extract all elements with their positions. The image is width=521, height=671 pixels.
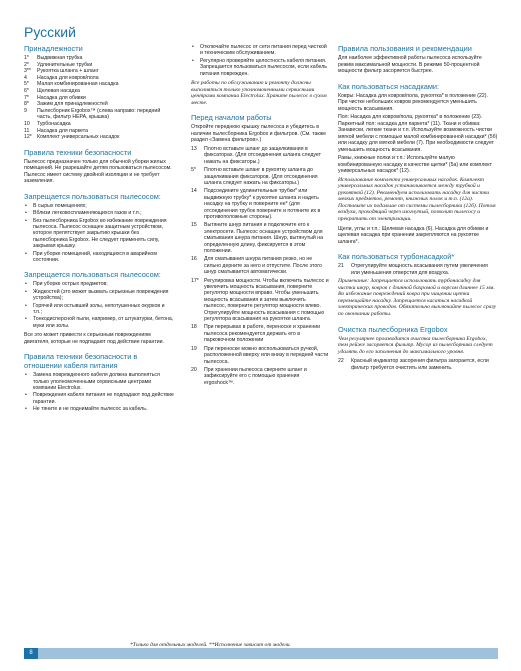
forbidden-where-list [24,203,174,264]
gaps-text: Щели, углы и т.п.: Щелевая насадка (6). Насадка для обивки и щелевая насадка при хранении закрепляются на рукоятке шланга*. [338,225,489,245]
list-item: 18 При перерывах в работе, переноске и хранении пылесоса рекомендуется держать его в парковочном положении [191,324,321,344]
list-item: 20 При хранении пылесоса сверните шланг и зафиксируйте его с помощью хранения ergoshock™. [191,366,307,386]
list-item: 14 Подсоедините удлинительные трубки* или выдвижную трубку* к рукоятке шланга и надеть насадку на трубку и поверните ее* (для отсоединения трубок поверните и потяните их в противоположные стороны). [191,188,321,220]
list-item: 19 При переноске можно воспользоваться ручкой, расположенной вверху или внизу в передней части пылесоса. [191,345,329,365]
list-item: 5* Малая комбинированная насадка [24,81,119,88]
list-item: 9 Пылесборник Ergobox™ (слева направо: передний часть, фильтр HEPA, крышка) [24,107,161,121]
column-2 [191,44,329,388]
list-item: • Без пылесборника Ergobox во избежание повреждения пылесоса. Пылесос оснащен защитным устройством, которое препятствует закрытию крышки без пылесборника Ergobox. Не следует применять силу, закрывая крышку. [24,218,174,250]
column-3 [338,44,498,373]
list-item: • Отключайте пылесос от сети питания перед чисткой и техническим обслуживанием. [191,44,329,57]
recommended-carpets: Ковры: Насадка для ковров/пола, рукоятка* в положение (22). При чистке небольших ковров рекомендуется уменьшить мощность всасывания. [338,92,488,112]
list-item: 16 Для сматывания шнура питания резко, но не сильно дерните за него и отпустите. После этого шнур сматывается автоматически. [191,256,322,276]
list-item: • При уборке помещений, находящихся в аварийном состоянии. [24,251,174,264]
page-footer-bar [24,648,498,659]
forbidden-what-list [24,281,174,329]
page-number: 8 [24,648,38,659]
list-item: 10 Турбонасадка [24,120,71,127]
list-item: • При уборке острых предметов; [24,281,174,287]
list-item: 21 Отрегулируйте мощность всасывания путем увеличения или уменьшения отверстия для воздуха. [338,263,488,276]
cleaning-intro: Чем регулярнее производится очистка пылесборника Ergobox, тем рейже засоряется фильтр. Мусор из пылесборника следует удалять до его заполнения до максимального уровня. [338,335,493,355]
cable-safety-list-a [24,372,174,412]
footnote: *Только для отдельных моделей. **Исполнение зависит от модели. [130,642,291,648]
list-item: 8* Зажим для принадлежностей [24,101,108,108]
turbo-note: Примечание: Запрещается использовать турбонасадку для чистки шкур, ковров с длинной бахромой и ворсом длиннее 15 мм. Во избежание повреждений ковра при чищении щетки перемещайте насадку. Запрещается касаться насадкой электрических проводов. Обязательно выключайте пылесос сразу по окончании работы. [338,277,497,317]
list-item: • Вблизи легковоспламеняющихся газов и т.п.; [24,210,174,216]
list-item: • В сырых помещениях; [24,203,174,209]
accessories-list [24,55,174,141]
cable-safety-heading: Правила техники безопасности в отношении кабеля питания [24,352,138,371]
service-note: Все работы по обслуживанию и ремонту должны выполняться только уполномоченными сервисными центрами компании Electrolux. Храните пылесос в сухом месте. [191,80,327,106]
list-item: 7* Насадка для обивки [24,94,86,101]
list-item: • Регулярно проверяйте целостность кабеля питания. Запрещается пользоваться пылесосом, если кабель питания поврежден. [191,58,329,77]
list-item: • Повреждения кабеля питания не подпадают под действие гарантии. [24,392,174,405]
list-item: • Не тяните и не поднимайте пылесос за кабель. [24,406,174,412]
list-item: 5* Плотно вставьте шланг в рукоятку шланга до защелкивания фиксаторов. (Для отсоединения шланга следует нажать на фиксаторы.) [191,167,318,186]
list-item: 17* Регулировка мощности. Чтобы включить пылесос и увеличить мощность всасывания, поверните регулятор мощности вправо. Чтобы уменьшить мощность всасывания и затем выключить пылесос, поверните регулятор мощности влево. Отрегулируйте мощность всасывания с помощью регулятора всасывания на рукоятке шланга. [191,277,329,323]
list-item: • Жидкостей (это может вызвать серьезные повреждения устройства); [24,289,174,302]
list-item: 1* Выдвижная трубка [24,55,83,61]
warranty-note: Все это может привести к серьезным повреждениям двигателя, которые не подпадают под действие гарантии. [24,332,164,345]
list-item: 4 Насадка для ковров/пола [24,74,99,81]
usage-heading: Правила пользования и рекомендации [338,44,472,53]
list-item: 15 Вытяните шнур питания и подключите его к электросети. Пылесос оснащен устройством для сматывания шнура питания. Шнур, вытянутый на определенную длину, фиксируется в этом положении. [191,222,324,254]
before-start-heading: Перед началом работы [191,113,272,123]
forbidden-what-heading: Запрещается пользоваться пылесосом: [24,270,161,280]
turbo-steps [338,263,498,276]
list-item: • Тонкодисперсной пыли, например, от штукатурки, бетона, муки или золы. [24,316,174,329]
list-item: 3** Рукоятка шланга + шланг [24,68,99,75]
forbidden-where-heading: Запрещается пользоваться пылесосом: [24,191,161,201]
list-item: 13 Плотно вставьте шланг до защелкивания в фиксаторах. (Для отсоединения шланга следует нажать на фиксаторы.) [191,145,321,165]
list-item: • Замена поврежденного кабеля должна выполняться только уполномоченными сервисными центрами компании Electrolux. [24,372,174,391]
list-item: 12* Комплект универсальных насадок [24,134,120,141]
before-start-steps [191,146,329,386]
usage-intro: Для наиболее эффективной работы пылесоса используйте режим максимальной мощности. В режиме 50-процентной мощности фильтр засоряется быстрее. [338,55,482,74]
recommended-floor: Пол: Насадка для ковров/пола, рукоятка* в положение (23). Паркетный пол: насадка для паркета* (11). Ткани и обивка: Занавески, легкие ткани и т.п. Используйте возможность чистки мягкой мебели с помощью малой комбинированной насадки* (5б) или насадку для мягкой мебели (7). При необходимости следует уменьшить мощность всасывания. [338,114,498,153]
safety-heading: Правила техники безопасности [24,147,132,157]
list-item: 11 Насадка для паркета [24,127,88,134]
accessories-heading: Принадлежности [24,44,83,53]
cleaning-heading: Очистка пылесборника Ergobox [338,324,448,334]
list-item: 2* Удлинительные трубки [24,61,93,68]
column-1 [24,44,174,416]
list-item: 22 Красный индикатор засорения фильтра загорается, если фильтр требуется очистить или заменить. [338,358,489,371]
before-start-intro: Откройте переднюю крышку пылесоса и убедитесь в наличии пылесборника Ergobox и фильтров. (См. также раздел «Замена фильтров».) [191,124,326,144]
recommended-heading: Как пользоваться насадками: [338,81,440,91]
turbo-heading: Как пользоваться турбонасадкой* [338,252,455,262]
list-item: 6* Щелевая насадка [24,87,80,94]
safety-intro: Пылесос предназначен только для обычной уборки жилых помещений. Не разрешайте детям пользоваться пылесосом. Пылесос имеет систему двойной изоляции и не требует заземления. [24,158,172,185]
cleaning-steps [338,358,498,371]
recommended-frames: Рамы, книжные полки и т.п.: Используйте малую комбинированную насадку в качестве щетки* (5а) или комплект универсальных насадок* (12). [338,155,492,174]
list-item: • Горячей или остывшей золы, непотушенных окурков и т.п.; [24,303,174,316]
universal-note: Использование комплекта универсальных насадок. Комплект универсальных насадок устанавливается между трубкой и рукояткой (12). Рекомендуем использовать насадку для чистки мелких предметов, ремонт, книжных полок и т.п. (12а). Поставьте их подальше от системы пылесборника (12б). Потом воздуха, проходящий через изогнутый, позволит пылесосу и прекратить от электризации. [338,176,496,223]
page-title: Русский [24,24,76,40]
cable-safety-list-b [191,44,329,77]
